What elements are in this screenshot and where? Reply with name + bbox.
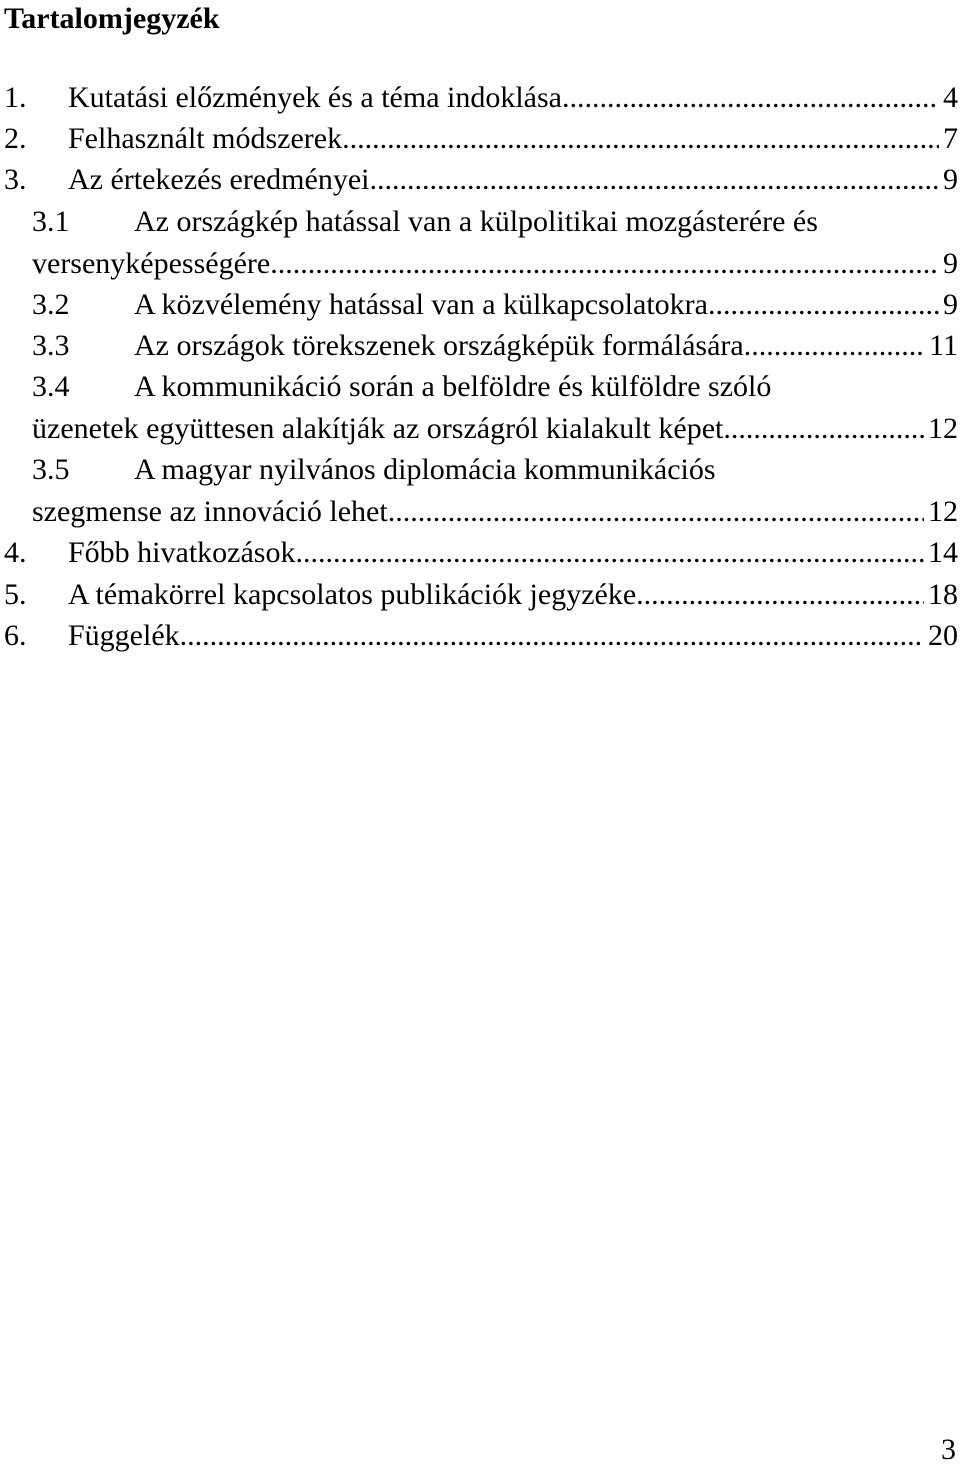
toc-entry-number: 5. <box>4 578 27 611</box>
toc-entry-title: szegmense az innováció lehet <box>32 495 388 528</box>
toc-entry-line <box>68 78 958 118</box>
toc-entry-number: 3. <box>4 163 27 196</box>
toc-entry-title-line1: A magyar nyilvános diplomácia kommunikációs <box>134 453 716 486</box>
toc-dot-leader <box>270 244 939 284</box>
toc-entry-page: 12 <box>928 495 958 528</box>
toc-dot-leader <box>723 409 924 449</box>
toc-entry-5[interactable] <box>0 575 958 615</box>
toc-entry-number: 6. <box>4 619 27 652</box>
toc-entry-3-4[interactable] <box>0 367 958 407</box>
toc-dot-leader <box>636 575 924 615</box>
toc-entry-4[interactable] <box>0 533 958 573</box>
page-title: Tartalomjegyzék <box>4 2 220 35</box>
toc-entry-page: 20 <box>928 619 958 652</box>
toc-entry-title: Főbb hivatkozások <box>68 536 296 569</box>
toc-entry-3[interactable] <box>0 160 958 200</box>
toc-entry-line <box>68 575 958 615</box>
toc-dot-leader <box>180 616 924 656</box>
toc-entry-6[interactable] <box>0 616 958 656</box>
toc-entry-title: Függelék <box>68 619 180 652</box>
toc-entry-title: versenyképességére <box>32 247 271 280</box>
toc-entry-3-5[interactable] <box>0 450 958 490</box>
toc-entry-title: A témakörrel kapcsolatos publikációk jegyzéke <box>68 578 637 611</box>
toc-entry-number: 3.1 <box>32 205 70 238</box>
toc-entry-title: Kutatási előzmények és a téma indoklása <box>68 81 562 114</box>
toc-entry-number: 3.4 <box>32 370 70 403</box>
toc-dot-leader <box>744 326 925 366</box>
toc-entry-3-5-continued[interactable] <box>0 492 958 532</box>
toc-entry-title: Az értekezés eredményei <box>68 163 370 196</box>
toc-entry-1[interactable] <box>0 78 958 118</box>
toc-entry-3-1-continued[interactable] <box>0 244 958 284</box>
toc-entry-number: 3.2 <box>32 288 70 321</box>
toc-entry-page: 11 <box>929 329 958 362</box>
toc-entry-page: 9 <box>943 288 958 321</box>
toc-entry-line <box>68 533 958 573</box>
toc-entry-number: 1. <box>4 81 27 114</box>
toc-dot-leader <box>388 492 924 532</box>
toc-dot-leader <box>295 533 924 573</box>
toc-entry-page: 9 <box>943 247 958 280</box>
toc-entry-line <box>68 119 958 159</box>
toc-entry-page: 4 <box>943 81 958 114</box>
page-number: 3 <box>941 1433 956 1466</box>
toc-entry-page: 18 <box>928 578 958 611</box>
toc-entry-3-1[interactable] <box>0 202 958 242</box>
toc-dot-leader <box>708 285 939 325</box>
toc-entry-page: 12 <box>928 412 958 445</box>
toc-entry-title-line1: Az országkép hatással van a külpolitikai mozgásterére és <box>134 205 818 238</box>
toc-entry-title: üzenetek együttesen alakítják az országról kialakult képet <box>32 412 724 445</box>
toc-entry-2[interactable] <box>0 119 958 159</box>
toc-entry-line <box>134 285 958 325</box>
toc-entry-line <box>68 160 958 200</box>
toc-entry-3-2[interactable] <box>0 285 958 325</box>
toc-entry-number: 4. <box>4 536 27 569</box>
toc-entry-page: 14 <box>928 536 958 569</box>
toc-entry-title: A közvélemény hatással van a külkapcsolatokra <box>134 288 708 321</box>
toc-entry-number: 3.3 <box>32 329 70 362</box>
toc-entry-3-4-continued[interactable] <box>0 409 958 449</box>
toc-entry-line <box>32 409 958 449</box>
toc-entry-line <box>134 326 958 366</box>
toc-entry-title: Az országok törekszenek országképük formálására <box>134 329 744 362</box>
toc-dot-leader <box>342 119 939 159</box>
table-of-contents <box>0 0 960 700</box>
toc-entry-line <box>32 492 958 532</box>
toc-dot-leader <box>562 78 939 118</box>
toc-entry-number: 2. <box>4 122 27 155</box>
toc-entry-page: 7 <box>943 122 958 155</box>
toc-dot-leader <box>369 160 939 200</box>
toc-entry-title-line1: A kommunikáció során a belföldre és külföldre szóló <box>134 370 772 403</box>
toc-entry-line <box>32 244 958 284</box>
toc-entry-3-3[interactable] <box>0 326 958 366</box>
toc-entry-title: Felhasznált módszerek <box>68 122 343 155</box>
toc-entry-line <box>68 616 958 656</box>
toc-entry-number: 3.5 <box>32 453 70 486</box>
toc-entry-page: 9 <box>943 163 958 196</box>
